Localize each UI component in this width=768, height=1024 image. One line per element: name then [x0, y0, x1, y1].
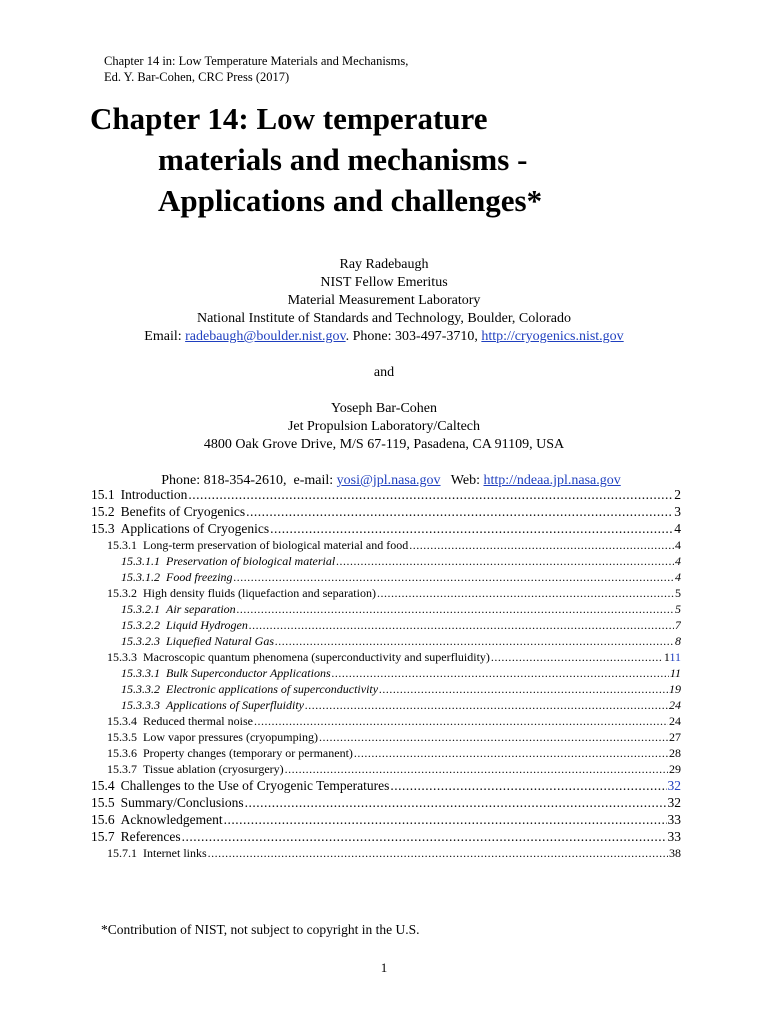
running-header: [104, 53, 408, 85]
toc-page-prefix: 1: [663, 650, 670, 664]
toc-page-number: 38: [669, 846, 681, 860]
toc-entry[interactable]: [91, 649, 681, 665]
toc-leader-dots: [390, 777, 666, 794]
title-line-2: materials and mechanisms -: [158, 142, 528, 177]
toc-leader-dots: [182, 828, 667, 845]
toc-leader-dots: [285, 761, 668, 777]
toc-entry-title: Bulk Superconductor Applications: [166, 666, 331, 680]
toc-entry[interactable]: [91, 729, 681, 745]
toc-entry-label: [121, 633, 274, 649]
toc-leader-dots: [234, 569, 674, 585]
toc-entry-number: 15.3.3.3: [121, 698, 160, 712]
toc-entry-title: Air separation: [166, 602, 236, 616]
author1-email-link[interactable]: radebaugh@boulder.nist.gov: [185, 329, 346, 344]
toc-entry-number: 15.3: [91, 521, 115, 536]
toc-entry-number: 15.3.2.2: [121, 618, 160, 632]
toc-entry-label: [121, 617, 248, 633]
title-line-3: Applications and challenges*: [158, 183, 543, 218]
toc-entry[interactable]: [91, 553, 681, 569]
toc-entry-page: [668, 794, 682, 811]
toc-entry-page: [675, 633, 681, 649]
toc-entry-title: Liquefied Natural Gas: [166, 634, 275, 648]
toc-leader-dots: [245, 794, 667, 811]
toc-entry-number: 15.3.1.1: [121, 554, 160, 568]
toc-entry-title: Applications of Superfluidity: [166, 698, 304, 712]
toc-entry-label: [121, 697, 304, 713]
toc-entry[interactable]: [91, 713, 681, 729]
toc-entry-label: [91, 811, 223, 828]
toc-entry-number: 15.3.3: [107, 650, 137, 664]
author-block: [60, 256, 708, 508]
toc-entry-page: [675, 585, 681, 601]
toc-entry-label: [107, 713, 253, 729]
toc-entry[interactable]: [91, 486, 681, 503]
toc-entry-label: [121, 569, 233, 585]
toc-entry-number: 15.6: [91, 812, 115, 827]
toc-entry[interactable]: [91, 681, 681, 697]
toc-page-number: 24: [669, 698, 681, 712]
toc-page-number: 19: [669, 682, 681, 696]
toc-entry[interactable]: [91, 845, 681, 861]
toc-entry-number: 15.3.1: [107, 538, 137, 552]
footnote: *Contribution of NIST, not subject to copyright in the U.S.: [101, 922, 420, 937]
toc-entry-number: 15.1: [91, 487, 115, 502]
toc-entry-page: [675, 617, 681, 633]
author1-web-link[interactable]: http://cryogenics.nist.gov: [481, 329, 624, 344]
author1-dept: Material Measurement Laboratory: [287, 293, 481, 308]
toc-entry[interactable]: [91, 569, 681, 585]
chapter-title: [90, 98, 730, 221]
toc-entry-page: [675, 553, 681, 569]
author1-email-label: Email:: [144, 329, 186, 344]
toc-entry-page: [669, 697, 681, 713]
toc-entry-title: Acknowledgement: [120, 812, 223, 827]
toc-page-number: 4: [675, 570, 681, 584]
toc-entry-page: [669, 713, 681, 729]
toc-entry-number: 15.7.1: [107, 846, 137, 860]
toc-page-number: 2: [674, 487, 681, 502]
toc-entry-page: [674, 520, 681, 537]
toc-entry-page: [675, 537, 681, 553]
toc-entry-page: [674, 486, 681, 503]
toc-entry-number: 15.3.7: [107, 762, 137, 776]
author2-name: Yoseph Bar-Cohen: [330, 401, 438, 416]
toc-entry-label: [91, 828, 181, 845]
toc-entry-title: Macroscopic quantum phenomena (superconductivity and superfluidity): [143, 650, 490, 664]
and-text: and: [373, 365, 395, 380]
toc-page-number: 32: [667, 795, 681, 810]
toc-leader-dots: [354, 745, 668, 761]
toc-entry-title: Property changes (temporary or permanent): [143, 746, 353, 760]
toc-page-number: 24: [669, 714, 681, 728]
toc-entry-number: 15.3.3.2: [121, 682, 160, 696]
toc-entry[interactable]: [91, 617, 681, 633]
toc-entry-title: References: [120, 829, 181, 844]
toc-entry[interactable]: [91, 585, 681, 601]
toc-entry-label: [107, 537, 408, 553]
toc-entry-number: 15.3.2.1: [121, 602, 160, 616]
toc-entry[interactable]: [91, 828, 681, 845]
toc-leader-dots: [319, 729, 668, 745]
toc-leader-dots: [237, 601, 674, 617]
toc-entry-label: [121, 601, 236, 617]
toc-entry-title: Introduction: [120, 487, 188, 502]
toc-entry-title: Preservation of biological material: [166, 554, 336, 568]
toc-entry-title: Food freezing: [166, 570, 233, 584]
author2-email-link[interactable]: yosi@jpl.nasa.gov: [336, 473, 441, 488]
toc-entry-label: [107, 729, 318, 745]
toc-entry-number: 15.2: [91, 504, 115, 519]
author1-org: National Institute of Standards and Technology, Boulder, Colorado: [196, 311, 572, 326]
toc-entry-page: [669, 729, 681, 745]
toc-entry-title: Summary/Conclusions: [120, 795, 244, 810]
toc-entry-number: 15.3.3.1: [121, 666, 160, 680]
toc-entry[interactable]: [91, 777, 681, 794]
toc-page-number: 4: [675, 538, 681, 552]
spacer: [60, 346, 708, 364]
toc-leader-dots: [208, 845, 668, 861]
toc-page-number: 11: [669, 650, 681, 664]
toc-entry-title: Internet links: [143, 846, 207, 860]
toc-entry-number: 15.3.2.3: [121, 634, 160, 648]
toc-entry-label: [91, 794, 244, 811]
toc-entry[interactable]: [91, 794, 681, 811]
toc-leader-dots: [377, 585, 674, 601]
toc-entry-page: [670, 665, 681, 681]
title-line-1: Chapter 14: Low temperature: [90, 101, 488, 136]
toc-entry-title: Low vapor pressures (cryopumping): [143, 730, 318, 744]
toc-page-number: 4: [674, 521, 681, 536]
toc-entry[interactable]: [91, 761, 681, 777]
toc-page-number: 28: [669, 746, 681, 760]
toc-entry-page: [674, 503, 681, 520]
toc-page-number: 27: [669, 730, 681, 744]
author1-contact: [60, 328, 708, 346]
toc-page-number: 11: [669, 666, 681, 680]
toc-leader-dots: [249, 617, 674, 633]
toc-leader-dots: [409, 537, 674, 553]
toc-entry[interactable]: [91, 633, 681, 649]
toc-leader-dots: [224, 811, 667, 828]
toc-entry-label: [107, 649, 490, 665]
toc-entry[interactable]: [91, 745, 681, 761]
toc-leader-dots: [305, 697, 668, 713]
toc-page-number: 4: [675, 554, 681, 568]
toc-leader-dots: [275, 633, 674, 649]
toc-entry-label: [107, 845, 207, 861]
author2-web-label: Web:: [440, 473, 484, 488]
toc-leader-dots: [188, 486, 673, 503]
author2-web-link[interactable]: http://ndeaa.jpl.nasa.gov: [483, 473, 621, 488]
toc-entry[interactable]: [91, 537, 681, 553]
toc-entry-page: [669, 745, 681, 761]
toc-entry-page: [664, 649, 681, 665]
page-number: 1: [380, 960, 388, 975]
toc-entry-label: [91, 486, 187, 503]
toc-entry[interactable]: [91, 811, 681, 828]
toc-entry-number: 15.3.1.2: [121, 570, 160, 584]
author1-role: NIST Fellow Emeritus: [320, 275, 448, 290]
toc-entry-page: [675, 601, 681, 617]
author1-name: Ray Radebaugh: [339, 257, 429, 272]
author2-phone: Phone: 818-354-2610, e-mail:: [161, 473, 337, 488]
toc-page-number: 7: [675, 618, 681, 632]
toc-entry[interactable]: [91, 601, 681, 617]
author1-phone: . Phone: 303-497-3710,: [345, 329, 482, 344]
toc-entry-number: 15.3.4: [107, 714, 137, 728]
toc-entry-title: Liquid Hydrogen: [166, 618, 248, 632]
toc-page-number: 5: [675, 586, 681, 600]
toc-entry-page: [668, 777, 682, 794]
toc-leader-dots: [491, 649, 663, 665]
toc-entry-page: [669, 761, 681, 777]
header-line-1: Chapter 14 in: Low Temperature Materials and Mechanisms,: [104, 54, 409, 68]
toc-entry-label: [121, 681, 378, 697]
toc-entry-label: [121, 553, 335, 569]
toc-entry-label: [91, 520, 269, 537]
toc-entry-title: Applications of Cryogenics: [120, 521, 270, 536]
toc-leader-dots: [254, 713, 668, 729]
toc-entry[interactable]: [91, 697, 681, 713]
table-of-contents: [91, 486, 681, 861]
toc-entry-label: [107, 585, 376, 601]
toc-page-number: 32: [667, 778, 681, 793]
spacer: [60, 382, 708, 400]
toc-entry-label: [107, 761, 284, 777]
toc-entry-page: [668, 828, 682, 845]
toc-entry-title: High density fluids (liquefaction and separation): [143, 586, 376, 600]
toc-page-number: 3: [674, 504, 681, 519]
toc-page-number: 33: [667, 812, 681, 827]
toc-leader-dots: [246, 503, 673, 520]
header-line-2: Ed. Y. Bar-Cohen, CRC Press (2017): [104, 70, 290, 84]
toc-entry-page: [668, 811, 682, 828]
toc-entry-number: 15.5: [91, 795, 115, 810]
toc-leader-dots: [270, 520, 673, 537]
toc-entry[interactable]: [91, 665, 681, 681]
author2-address: 4800 Oak Grove Drive, M/S 67-119, Pasadena, CA 91109, USA: [203, 437, 565, 452]
toc-entry-number: 15.3.5: [107, 730, 137, 744]
toc-leader-dots: [336, 553, 674, 569]
toc-entry-title: Long-term preservation of biological material and food: [143, 538, 409, 552]
author2-org: Jet Propulsion Laboratory/Caltech: [287, 419, 481, 434]
toc-page-number: 5: [675, 602, 681, 616]
toc-entry-label: [121, 665, 331, 681]
toc-entry-page: [669, 845, 681, 861]
toc-page-number: 8: [675, 634, 681, 648]
toc-leader-dots: [332, 665, 669, 681]
toc-entry-title: Benefits of Cryogenics: [120, 504, 246, 519]
toc-entry-title: Electronic applications of superconductivity: [166, 682, 379, 696]
toc-entry[interactable]: [91, 503, 681, 520]
toc-entry-number: 15.7: [91, 829, 115, 844]
toc-entry-title: Reduced thermal noise: [143, 714, 253, 728]
toc-entry-number: 15.4: [91, 778, 115, 793]
toc-page-number: 29: [669, 762, 681, 776]
toc-entry-title: Challenges to the Use of Cryogenic Temperatures: [120, 778, 390, 793]
toc-entry-page: [669, 681, 681, 697]
toc-entry-label: [107, 745, 353, 761]
toc-page-number: 33: [667, 829, 681, 844]
toc-entry[interactable]: [91, 520, 681, 537]
toc-leader-dots: [379, 681, 668, 697]
toc-entry-title: Tissue ablation (cryosurgery): [143, 762, 284, 776]
toc-entry-number: 15.3.6: [107, 746, 137, 760]
toc-entry-label: [91, 503, 245, 520]
toc-entry-label: [91, 777, 389, 794]
toc-entry-number: 15.3.2: [107, 586, 137, 600]
toc-entry-page: [675, 569, 681, 585]
